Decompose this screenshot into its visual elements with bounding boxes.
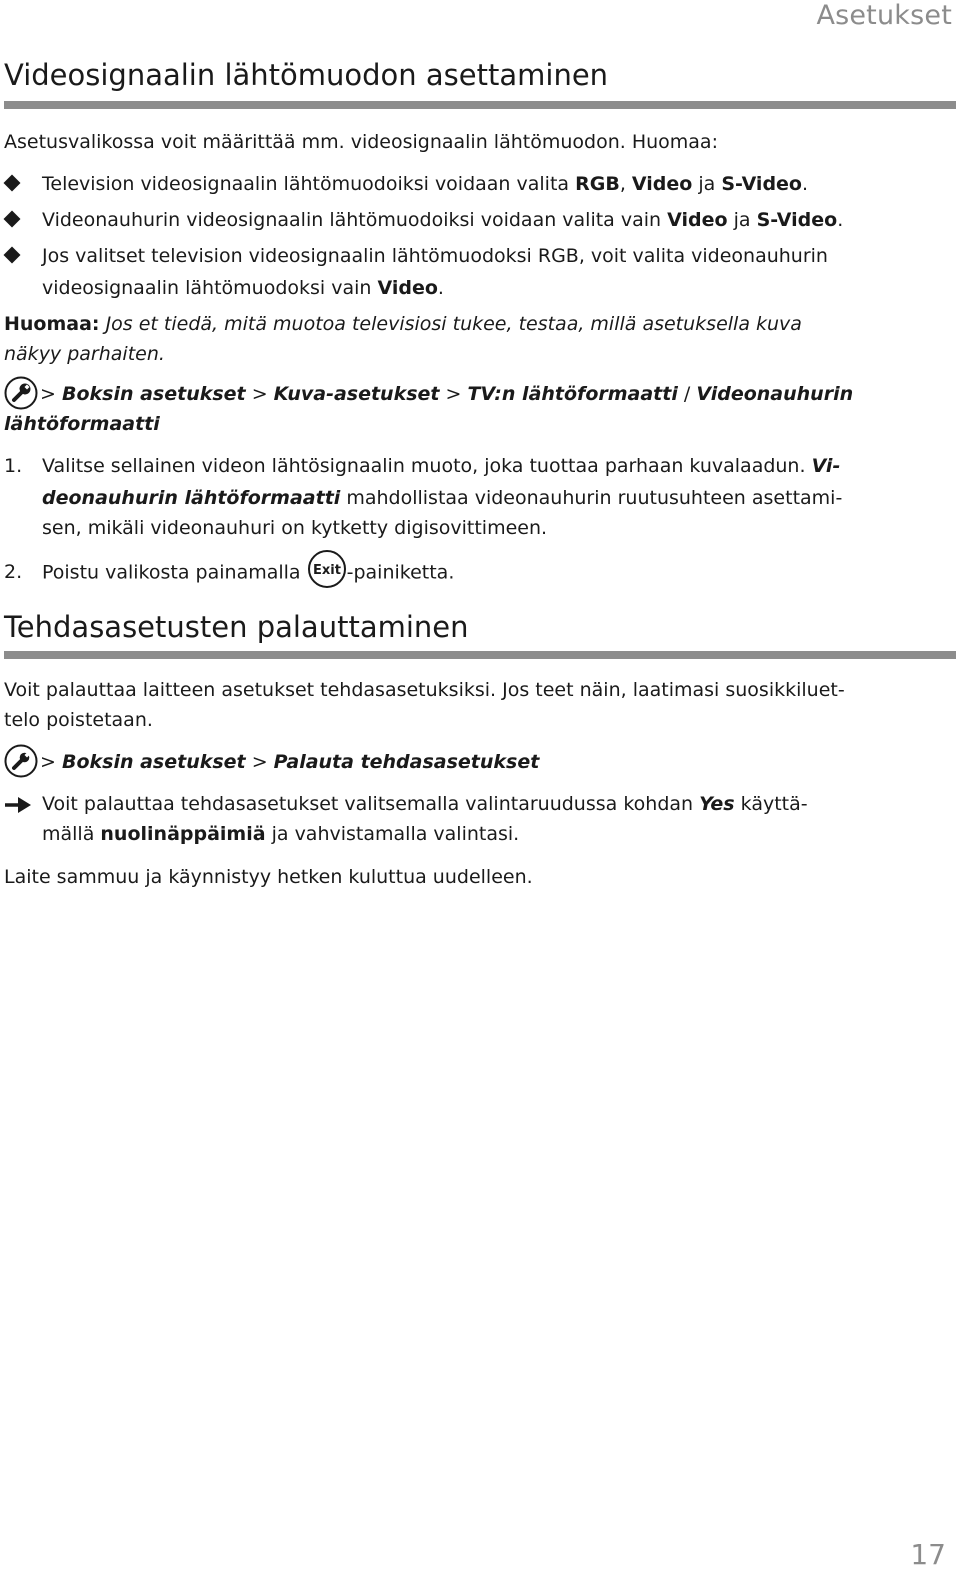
section-rule: [4, 651, 956, 659]
bullet-item-rgb-note-line2: videosignaalin lähtömuodoksi vain Video.: [42, 277, 444, 299]
note-line1: Huomaa: Jos et tiedä, mitä muotoa televisiosi tukee, testaa, millä asetuksella kuva: [4, 313, 802, 335]
diamond-bullet-icon: [4, 247, 21, 264]
running-head: Asetukset: [816, 0, 952, 31]
note-line2: näkyy parhaiten.: [4, 343, 165, 365]
step-number: 2.: [4, 561, 23, 583]
menu-path-video-output-cont: lähtöformaatti: [4, 413, 160, 435]
action-line2: mällä nuolinäppäimiä ja vahvistamalla valintasi.: [42, 823, 520, 845]
section-rule: [4, 101, 956, 109]
bullet-item-tv-formats: Television videosignaalin lähtömuodoiksi voidaan valita RGB, Video ja S-Video.: [42, 173, 809, 195]
step1-line3: sen, mikäli videonauhuri on kytketty digisovittimeen.: [42, 517, 548, 539]
wrench-icon: [4, 744, 38, 778]
exit-key-icon: [307, 549, 347, 589]
factory-intro-line2: telo poistetaan.: [4, 709, 153, 731]
section-title-factory-reset: Tehdasasetusten palauttaminen: [4, 610, 469, 644]
bullet-item-rgb-note-line1: Jos valitset television videosignaalin lähtömuodoksi RGB, voit valita videonauhurin: [42, 245, 828, 267]
menu-path-factory-reset: > Boksin asetukset > Palauta tehdasasetukset: [40, 751, 540, 773]
outro-paragraph: Laite sammuu ja käynnistyy hetken kuluttua uudelleen.: [4, 866, 533, 888]
factory-intro-line1: Voit palauttaa laitteen asetukset tehdasasetuksiksi. Jos teet näin, laatimasi suosikkiluet-: [4, 679, 845, 701]
action-line1: Voit palauttaa tehdasasetukset valitsemalla valintaruudussa kohdan Yes käyttä-: [42, 793, 808, 815]
intro-paragraph: Asetusvalikossa voit määrittää mm. videosignaalin lähtömuodon. Huomaa:: [4, 131, 718, 153]
diamond-bullet-icon: [4, 175, 21, 192]
exit-key-label: Exit: [312, 563, 341, 578]
step1-line2: deonauhurin lähtöformaatti mahdollistaa videonauhurin ruutusuhteen asettami-: [42, 487, 843, 509]
step2-line: Poistu valikosta painamalla Exit -painiketta.: [42, 557, 454, 589]
step1-line1: Valitse sellainen videon lähtösignaalin muoto, joka tuottaa parhaan kuvalaadun. Vi-: [42, 455, 841, 477]
diamond-bullet-icon: [4, 211, 21, 228]
arrow-right-icon: [4, 795, 34, 815]
page-number: 17: [910, 1538, 946, 1571]
section-title-video-output: Videosignaalin lähtömuodon asettaminen: [4, 58, 609, 92]
step-number: 1.: [4, 455, 23, 477]
menu-path-video-output: > Boksin asetukset > Kuva-asetukset > TV:n lähtöformaatti / Videonauhurin: [40, 383, 854, 405]
wrench-icon: [4, 376, 38, 410]
bullet-item-vcr-formats: Videonauhurin videosignaalin lähtömuodoiksi voidaan valita vain Video ja S-Video.: [42, 209, 844, 231]
